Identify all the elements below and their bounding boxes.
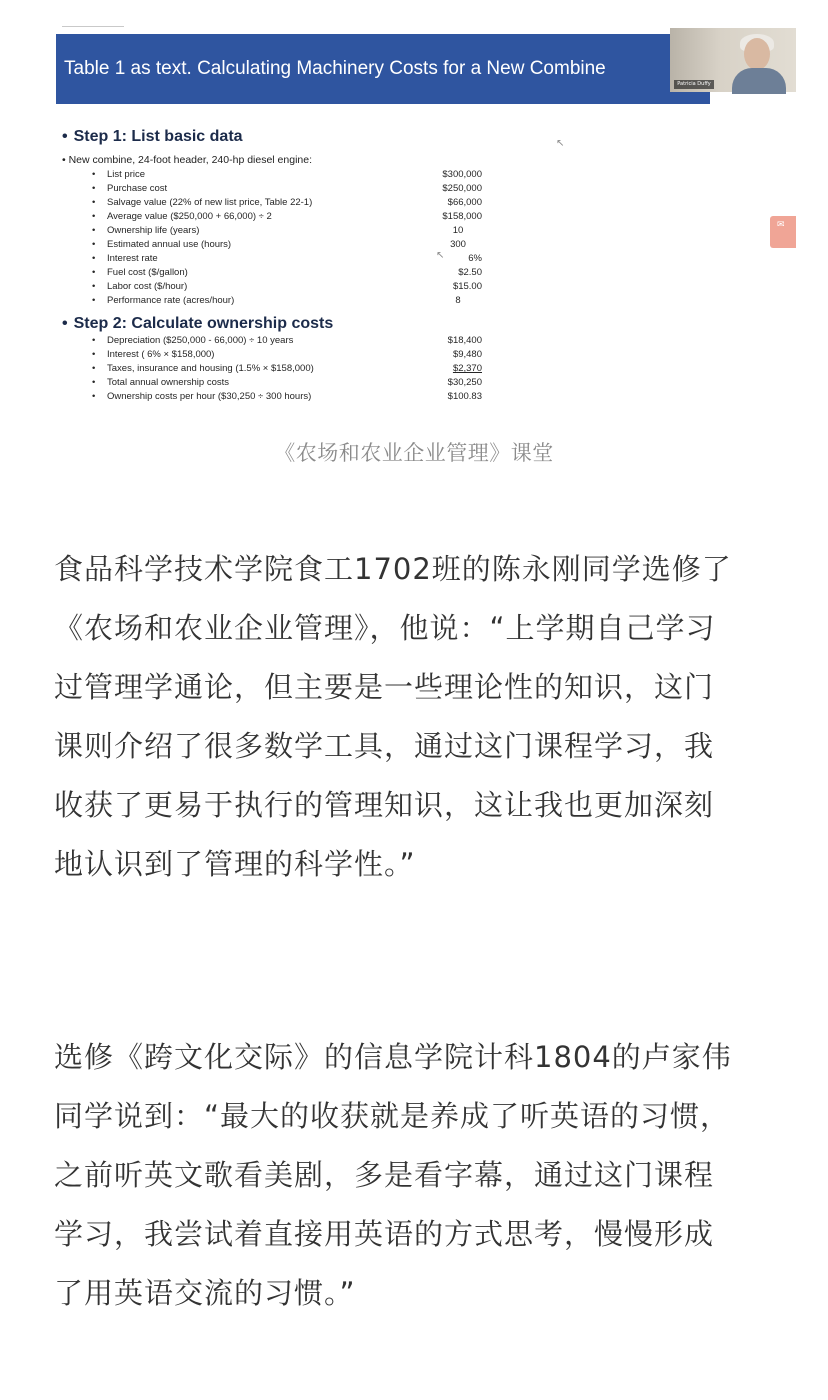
step2-heading-text: Step 2: Calculate ownership costs bbox=[73, 315, 334, 332]
list-item bbox=[92, 391, 482, 405]
list-item bbox=[92, 295, 482, 309]
bullet-icon: • bbox=[62, 128, 68, 145]
item-value: $158,000 bbox=[442, 211, 482, 222]
item-label: Interest ( 6% × $158,000) bbox=[107, 349, 215, 360]
list-item bbox=[92, 197, 482, 211]
bullet-icon: • bbox=[92, 239, 96, 250]
item-label: Purchase cost bbox=[107, 183, 168, 194]
item-value: $2.50 bbox=[458, 267, 482, 278]
list-item bbox=[92, 267, 482, 281]
item-label: Depreciation ($250,000 - 66,000) ÷ 10 years bbox=[107, 335, 294, 346]
item-value: $15.00 bbox=[452, 281, 482, 292]
paragraph-1 bbox=[54, 540, 778, 894]
item-label: Estimated annual use (hours) bbox=[107, 239, 232, 250]
top-divider bbox=[62, 26, 124, 27]
slide-title: Table 1 as text. Calculating Machinery Costs for a New Combine bbox=[64, 58, 606, 79]
list-item bbox=[92, 239, 482, 253]
text-line: 选修《跨文化交际》的信息学院计科1804的卢家伟 bbox=[54, 1040, 732, 1074]
item-value: $100.83 bbox=[447, 391, 482, 402]
text-line: 课则介绍了很多数学工具，通过这门课程学习，我 bbox=[54, 729, 715, 763]
item-label: Average value ($250,000 + 66,000) ÷ 2 bbox=[107, 211, 272, 222]
list-item bbox=[92, 335, 482, 349]
bullet-icon: • bbox=[92, 225, 96, 236]
item-label: List price bbox=[107, 169, 146, 180]
item-value: $2,370 bbox=[452, 363, 482, 374]
item-label: Total annual ownership costs bbox=[107, 377, 229, 388]
item-value: 300 bbox=[450, 239, 466, 250]
list-item bbox=[92, 225, 482, 239]
item-label: Salvage value (22% of new list price, Table 22-1) bbox=[107, 197, 313, 208]
text-line: 收获了更易于执行的管理知识，这让我也更加深刻 bbox=[54, 788, 715, 822]
item-value: 8 bbox=[455, 295, 461, 306]
step1-intro bbox=[62, 154, 312, 166]
slide-image bbox=[40, 28, 796, 430]
bullet-icon: • bbox=[92, 363, 96, 374]
text-line: 食品科学技术学院食工1702班的陈永刚同学选修了 bbox=[54, 552, 732, 586]
bullet-icon: • bbox=[92, 197, 96, 208]
image-caption: 《农场和农业企业管理》课堂 bbox=[274, 441, 554, 465]
text-line: 学习，我尝试着直接用英语的方式思考，慢慢形成 bbox=[54, 1217, 715, 1251]
side-tab bbox=[770, 216, 796, 248]
presenter-shoulders bbox=[732, 68, 786, 94]
step1-list bbox=[92, 169, 482, 309]
list-item bbox=[92, 377, 482, 391]
item-label: Ownership costs per hour ($30,250 ÷ 300 hours) bbox=[107, 391, 312, 402]
item-label: Fuel cost ($/gallon) bbox=[107, 267, 188, 278]
bullet-icon: • bbox=[92, 267, 96, 278]
item-value: 6% bbox=[468, 253, 482, 264]
text-line: 《农场和农业企业管理》，他说：“上学期自己学习 bbox=[54, 611, 716, 645]
item-value: 10 bbox=[452, 225, 464, 236]
bullet-icon: • bbox=[92, 211, 96, 222]
bullet-icon: • bbox=[92, 295, 96, 306]
list-item bbox=[92, 349, 482, 363]
text-line: 了用英语交流的习惯。” bbox=[54, 1276, 356, 1310]
item-label: Performance rate (acres/hour) bbox=[107, 295, 235, 306]
bullet-icon: • bbox=[92, 391, 96, 402]
bullet-icon: • bbox=[92, 183, 96, 194]
presenter-face bbox=[744, 38, 770, 70]
cursor-icon: ↖ bbox=[436, 250, 445, 261]
step1-heading bbox=[62, 128, 243, 146]
list-item bbox=[92, 183, 482, 197]
item-value: $30,250 bbox=[447, 377, 482, 388]
item-value: $18,400 bbox=[447, 335, 482, 346]
text-line: 之前听英文歌看美剧，多是看字幕，通过这门课程 bbox=[54, 1158, 715, 1192]
text-line: 地认识到了管理的科学性。” bbox=[54, 847, 416, 881]
presenter-name-tag: Patricia Duffy bbox=[674, 80, 714, 89]
text-line: 同学说到：“最大的收获就是养成了听英语的习惯， bbox=[54, 1099, 731, 1133]
list-item bbox=[92, 253, 482, 267]
step1-heading-text: Step 1: List basic data bbox=[73, 128, 243, 145]
bullet-icon: • bbox=[92, 253, 96, 264]
text-line: 过管理学通论，但主要是一些理论性的知识，这门 bbox=[54, 670, 715, 704]
step2-heading bbox=[62, 315, 333, 333]
mail-icon: ✉ bbox=[777, 220, 785, 230]
bullet-icon: • bbox=[62, 154, 69, 166]
list-item bbox=[92, 363, 482, 377]
item-value: $66,000 bbox=[447, 197, 482, 208]
paragraph-2 bbox=[54, 1028, 778, 1323]
bullet-icon: • bbox=[92, 335, 96, 346]
cursor-icon: ↖ bbox=[556, 138, 565, 149]
item-value: $9,480 bbox=[452, 349, 482, 360]
list-item bbox=[92, 211, 482, 225]
slide-title-banner bbox=[56, 34, 710, 104]
bullet-icon: • bbox=[62, 315, 68, 332]
step2-list bbox=[92, 335, 482, 405]
list-item bbox=[92, 281, 482, 295]
item-label: Ownership life (years) bbox=[107, 225, 200, 236]
item-value: $250,000 bbox=[442, 183, 482, 194]
list-item bbox=[92, 169, 482, 183]
presenter-webcam bbox=[670, 28, 796, 92]
item-label: Taxes, insurance and housing (1.5% × $158,000) bbox=[107, 363, 314, 374]
bullet-icon: • bbox=[92, 377, 96, 388]
item-label: Interest rate bbox=[107, 253, 158, 264]
bullet-icon: • bbox=[92, 169, 96, 180]
item-label: Labor cost ($/hour) bbox=[107, 281, 188, 292]
item-value: $300,000 bbox=[442, 169, 482, 180]
bullet-icon: • bbox=[92, 349, 96, 360]
step1-intro-text: New combine, 24-foot header, 240-hp diesel engine: bbox=[68, 154, 313, 166]
bullet-icon: • bbox=[92, 281, 96, 292]
